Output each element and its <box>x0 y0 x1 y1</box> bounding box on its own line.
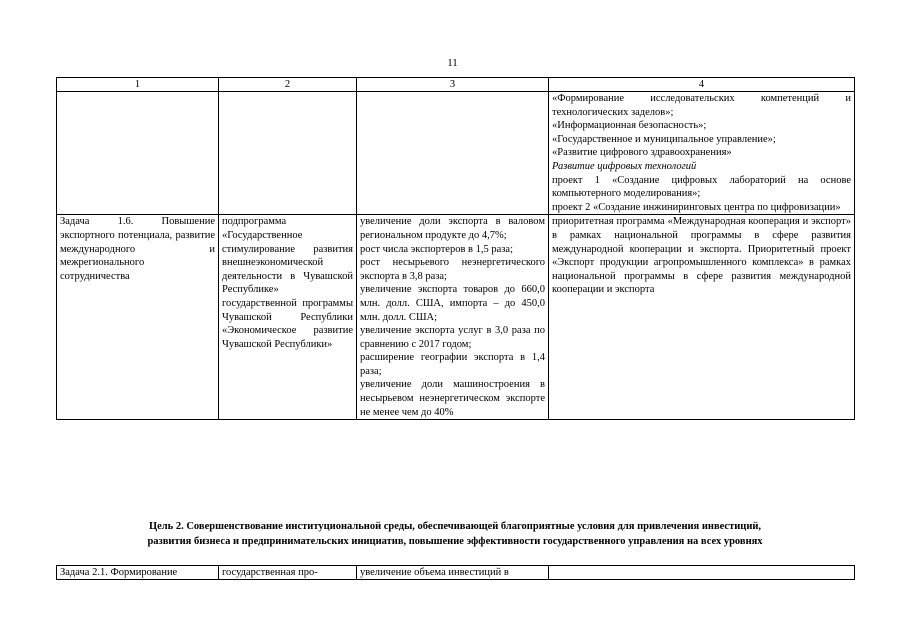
column-header-table <box>56 77 855 92</box>
indicators-cell <box>357 215 549 420</box>
goal-heading <box>56 520 854 549</box>
indicator-item: увеличение доли машиностроения в несырьевом неэнергетическом экспорте не менее чем до 40% <box>360 379 545 418</box>
list-item: «Государственное и муниципальное управление»; <box>552 133 776 145</box>
page-number: 11 <box>447 57 458 69</box>
list-item: «Информационная безопасность»; <box>552 120 707 132</box>
task-cell: Задача 2.1. Формирование <box>57 566 219 580</box>
list-item: проект 2 «Создание инжиниринговых центра по цифровизации» <box>552 201 841 213</box>
list-item: проект 1 «Создание цифровых лабораторий на основе компьютерного моделирования»; <box>552 174 851 200</box>
task-cell: Задача 1.6. Повышение экспортного потенциала, развитие международного и межрегионального сотрудничества <box>57 215 219 420</box>
goal-heading-line-2: развития бизнеса и предпринимательских инициатив, повышение эффективности государственного управления на всех уровнях <box>147 535 763 547</box>
subprogram-cell: подпрограмма «Государственное стимулирование развития внешнеэкономической деятельности в Чувашской Республике» государственной программы Чувашской Республики «Экономическое развитие Чувашской Республики» <box>219 215 357 420</box>
programs-cell: приоритетная программа «Международная кооперация и экспорт» в рамках национальной программы в сфере развития международной кооперации и экспорта. Приоритетный проект «Экспорт продукции агропромышленного комплекса» в рамках национальной программы в сфере развития международной кооперации и экспорта <box>549 215 855 420</box>
column-number-3: 3 <box>357 78 549 92</box>
empty-cell <box>57 92 219 215</box>
column-number-1: 1 <box>57 78 219 92</box>
empty-cell <box>219 92 357 215</box>
programs-cell <box>549 566 855 580</box>
empty-cell <box>357 92 549 215</box>
next-table <box>56 565 855 580</box>
table-row <box>57 566 855 580</box>
column-number-row <box>57 78 855 92</box>
section-subheading: Развитие цифровых технологий <box>552 160 697 172</box>
main-table <box>56 91 855 420</box>
indicator-item: увеличение экспорта услуг в 3,0 раза по сравнению с 2017 годом; <box>360 325 545 350</box>
goal-heading-line-1: Цель 2. Совершенствование институциональной среды, обеспечивающей благоприятные условия для привлечения инвестиций, <box>148 521 762 532</box>
indicator-item: рост несырьевого неэнергетического экспорта в 3,8 раза; <box>360 257 545 282</box>
indicators-cell: увеличение объема инвестиций в <box>357 566 549 580</box>
table-row <box>57 92 855 215</box>
column-number-4: 4 <box>549 78 855 92</box>
list-item: «Развитие цифрового здравоохранения» <box>552 147 732 159</box>
indicator-item: рост числа экспортеров в 1,5 раза; <box>360 243 514 255</box>
indicator-item: увеличение доли экспорта в валовом региональном продукте до 4,7%; <box>360 216 545 241</box>
continuation-programs-cell <box>549 92 855 215</box>
program-cell: государственная про- <box>219 566 357 580</box>
indicator-item: увеличение экспорта товаров до 660,0 млн. долл. США, импорта – до 450,0 млн. долл. США; <box>360 284 545 323</box>
indicator-item: расширение географии экспорта в 1,4 раза; <box>360 352 545 377</box>
list-item: «Формирование исследовательских компетенций и технологических заделов»; <box>552 93 851 118</box>
column-number-2: 2 <box>219 78 357 92</box>
table-row <box>57 215 855 420</box>
